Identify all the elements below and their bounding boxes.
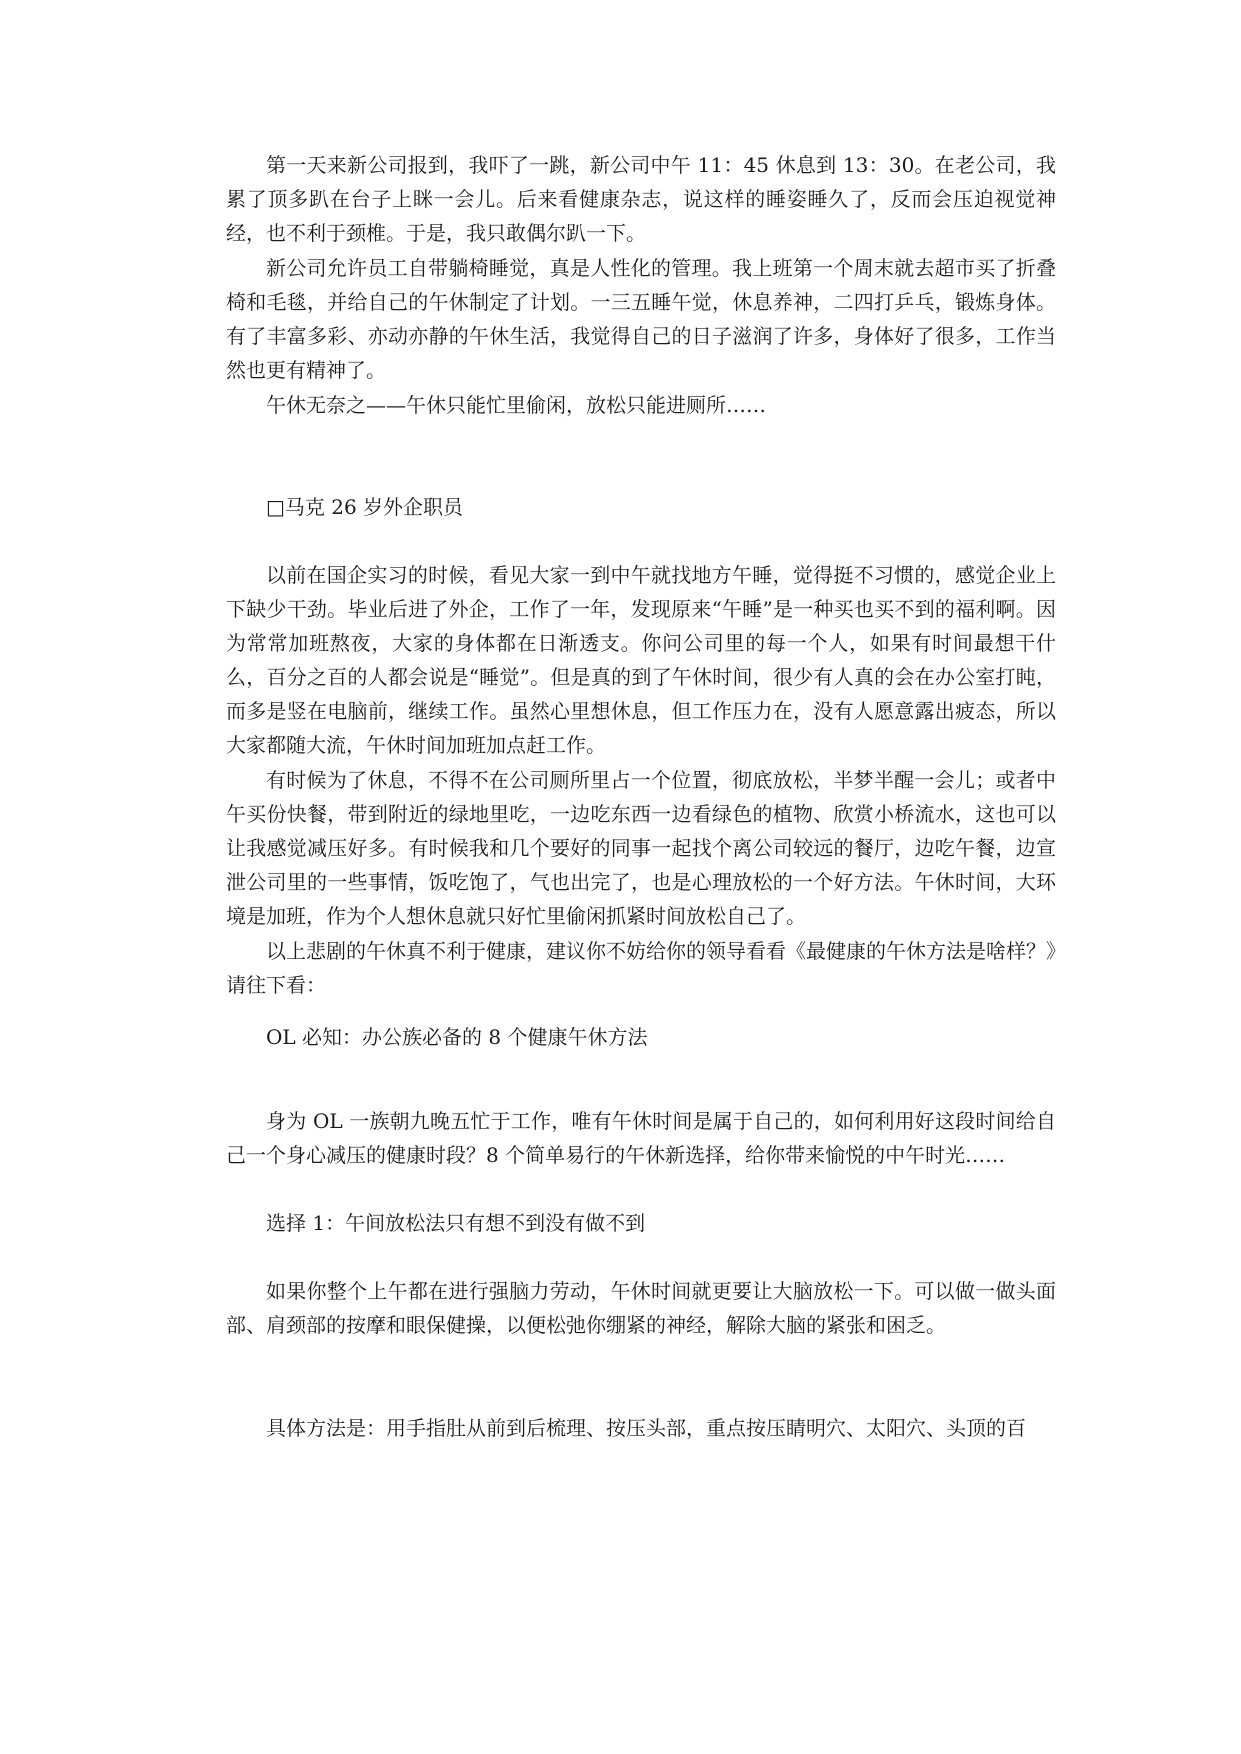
author-byline: □马克 26 岁外企职员 bbox=[266, 495, 464, 519]
paragraph-relax-methods: 有时候为了休息，不得不在公司厕所里占一个位置，彻底放松，半梦半醒一会儿；或者中午买份快餐，带到附近的绿地里吃，一边吃东西一边看绿色的植物、欣赏小桥流水，这也可以让我感觉减压好多。有时候我和几个要好的同事一起找个离公司较远的餐厅，边吃午餐，边宣泄公司里的一些事情，饭吃饱了，气也出完了，也是心理放松的一个好方法。午休时间，大环境是加班，作为个人想休息就只好忙里偷闲抓紧时间放松自己了。 bbox=[226, 768, 1056, 928]
paragraph-new-company-policy: 新公司允许员工自带躺椅睡觉，真是人性化的管理。我上班第一个周末就去超市买了折叠椅和毛毯，并给自己的午休制定了计划。一三五睡午觉，休息养神，二四打乒乓，锻炼身体。有了丰富多彩、亦动亦静的午休生活，我觉得自己的日子滋润了许多，身体好了很多，工作当然也更有精神了。 bbox=[226, 256, 1056, 382]
paragraph-recommendation: 以上悲剧的午休真不利于健康，建议你不妨给你的领导看看《最健康的午休方法是啥样？》请往下看： bbox=[226, 939, 1056, 997]
paragraph-first-day: 第一天来新公司报到，我吓了一跳，新公司中午 11：45 休息到 13：30。在老公司，我累了顶多趴在台子上眯一会儿。后来看健康杂志，说这样的睡姿睡久了，反而会压迫视觉神经，也不利于颈椎。于是，我只敢偶尔趴一下。 bbox=[226, 153, 1056, 245]
paragraph-choice-1-detail: 如果你整个上午都在进行强脑力劳动，午休时间就更要让大脑放松一下。可以做一做头面部、肩颈部的按摩和眼保健操，以便松弛你绷紧的神经，解除大脑的紧张和困乏。 bbox=[226, 1279, 1056, 1337]
section-heading-ol-tips: OL 必知：办公族必备的 8 个健康午休方法 bbox=[266, 1025, 648, 1049]
paragraph-ol-intro: 身为 OL 一族朝九晚五忙于工作，唯有午休时间是属于自己的，如何利用好这段时间给自己一个身心减压的健康时段？8 个简单易行的午休新选择，给你带来愉悦的中午时光…… bbox=[226, 1109, 1056, 1167]
paragraph-specific-method: 具体方法是：用手指肚从前到后梳理、按压头部，重点按压睛明穴、太阳穴、头顶的百 bbox=[266, 1416, 1026, 1440]
section-heading-lunch-dilemma: 午休无奈之——午休只能忙里偷闲，放松只能进厕所…… bbox=[266, 393, 766, 417]
section-heading-choice-1: 选择 1：午间放松法只有想不到没有做不到 bbox=[266, 1211, 646, 1235]
paragraph-internship: 以前在国企实习的时候，看见大家一到中午就找地方午睡，觉得挺不习惯的，感觉企业上下缺少干劲。毕业后进了外企，工作了一年，发现原来“午睡”是一种买也买不到的福利啊。因为常常加班熬夜，大家的身体都在日渐透支。你问公司里的每一个人，如果有时间最想干什么，百分之百的人都会说是“睡觉”。但是真的到了午休时间，很少有人真的会在办公室打盹，而多是竖在电脑前，继续工作。虽然心里想休息，但工作压力在，没有人愿意露出疲态，所以大家都随大流，午休时间加班加点赶工作。 bbox=[226, 563, 1056, 757]
